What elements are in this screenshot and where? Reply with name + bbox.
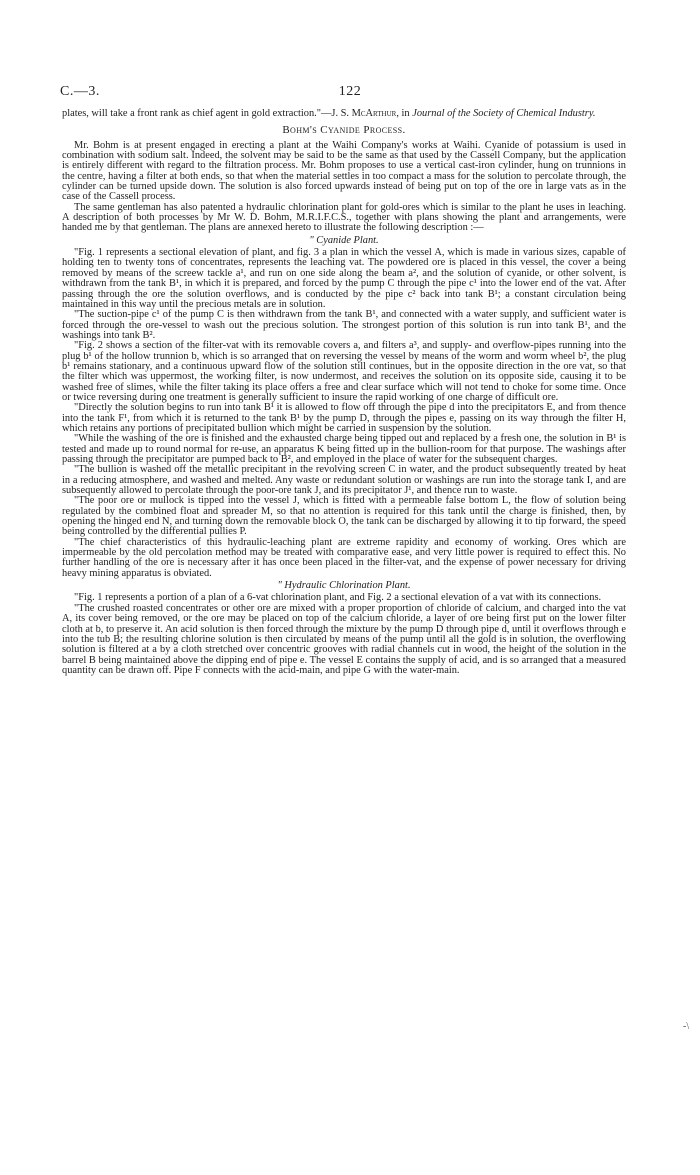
paragraph: "The bullion is washed off the metallic precipitant in the revolving screen C in water, and the product subsequently treated by heat in a reducing atmosphere, and washed and melted. Any waste or redundant solution or washings are run into the storage tank I, and are subsequently allowed to percolate through the poor-ore tank J, and its precipitator J¹, and thence run to waste. xyxy=(62,464,626,497)
paragraph: "Fig. 1 represents a portion of a plan of a 6-vat chlorination plant, and Fig. 2 a sectional elevation of a vat with its connections. xyxy=(74,592,602,604)
paragraph: "Fig. 1 represents a sectional elevation of plant, and fig. 3 a plan in which the vessel A, which is made in various sizes, capable of holding ten to twenty tons of concentrates, represents the leaching vat. The powdered ore is placed in this vessel, the cover a being removed by means of the screew tackle a¹, and run on one side along the beam a², and the solution of cyanide, or other solvent, is withdrawn from the tank B¹, in which it is prepared, and forced by the pump C through the pipe c¹ into the lower end of the vat. After passing through the ore the solution overflows, and is conducted by the pipe c² back into tank B¹; a constant circulation being maintained in this way until the precious metals are in solution. xyxy=(62,247,626,310)
paragraph: The same gentleman has also patented a hydraulic chlorination plant for gold-ores which is similar to the plant he uses in leaching. A description of both processes by Mr W. D. Bohm, M.R.I.F.C.S., together with plans showing the plant and arrangements, were handed me by that gentleman. The plans are annexed hereto to illustrate the following description :— xyxy=(62,201,626,234)
document-reference: C.—3. xyxy=(60,84,100,99)
subheading-cyanide-plant: " Cyanide Plant. xyxy=(309,234,379,246)
subheading-chlorination-plant: " Hydraulic Chlorination Plant. xyxy=(277,580,411,592)
page-number: 122 xyxy=(338,84,362,99)
paragraph: "The chief characteristics of this hydraulic-leaching plant are extreme rapidity and economy of working. Ores which are impermeable by the old percolation method may be treated with comparative ease, and very little power is required to effect this. No further handling of the ore is necessary after it has once been placed in the filter-vat, and the expense of power necessary for driving heavy mining apparatus is obviated. xyxy=(62,536,626,579)
paragraph: "The crushed roasted concentrates or other ore are mixed with a proper proportion of chloride of calcium, and charged into the vat A, its cover being removed, or the ore may be placed on top of the calcium chloride, a layer of ore being first put on the lower filter cloth at b, to preserve it. An acid solution is then forced through the mixture by the pump D through pipe d, until it overflows through e into the tub B; the resulting chlorine solution is then circulated by means of the pump until all the gold is in solution, the overflowing solution is filtered at a by a cloth stretched over concentric grooves with radial channels cut in wood, the height of the solution in the barrel B being maintained above the dipping end of pipe e. The vessel E contains the supply of acid, and is so arranged that a measured quantity can be drawn off. Pipe F connects with the acid-main, and pipe G with the water-main. xyxy=(62,602,626,676)
margin-mark: -\ xyxy=(683,1021,690,1032)
intro-in-word: in xyxy=(398,108,413,119)
paragraph: Mr. Bohm is at present engaged in erecting a plant at the Waihi Company's works at Waihi. Cyanide of potassium is used in combination with sodium salt. Indeed, the solvent may be said to be the same as that used by the Cassell Company, but the application is entirely different with regard to the filtration process. Mr. Bohm proposes to use a vertical cast-iron cylinder, hung on trunnions in the centre, having a filter at both ends, so that when the material settles in too compact a mass for the solution to percolate through, the cylinder can be turned upside down. The solution is also forced upwards instead of being put on top of the ore in large vats as in the case of the Cassell process. xyxy=(62,139,626,203)
body-text xyxy=(62,109,626,676)
section-title: Bohm's Cyanide Process. xyxy=(282,124,406,137)
paragraph: "The suction-pipe c¹ of the pump C is then withdrawn from the tank B¹, and connected with a water supply, and sufficient water is forced through the ore-vessel to wash out the precious solution. The strongest portion of this solution is run into tank B¹, and the washings into tank B². xyxy=(62,309,626,341)
intro-source: Journal of the Society of Chemical Industry. xyxy=(412,108,596,119)
intro-paragraph xyxy=(62,109,626,119)
paragraph: "Directly the solution begins to run into tank B¹ it is allowed to flow off through the pipe d into the precipitators E, and from thence into the tank F¹, from which it is returned to the tank B¹ by the pump D, through the pipes e, passing on its way through the filter H, which retains any portions of precipitated bullion which might be carried in suspension by the solution. xyxy=(62,402,626,434)
paragraph: "While the washing of the ore is finished and the exhausted charge being tipped out and replaced by a fresh one, the solution in B¹ is tested and made up to round normal for re-use, an apparatus K being fitted up in the bullion-room for that purpose. The washings after passing through the precipitator are pumped back to B², and employed in the place of water for the subsequent charges. xyxy=(62,433,626,465)
intro-author: J. S. McArthur, xyxy=(331,108,399,119)
paragraph: "The poor ore or mullock is tipped into the vessel J, which is fitted with a permeable false bottom L, the flow of solution being regulated by the combined float and spreader M, so that no attention is required for this tank until the charge is finished, then, by opening the hinged end N, and turning down the removable block O, the tank can be discharged by allowing it to tip forward, the speed being controlled by the differential pullies P. xyxy=(62,495,626,538)
paragraph: "Fig. 2 shows a section of the filter-vat with its removable covers a, and filters a³, and supply- and overflow-pipes running into the plug b¹ of the hollow trunnion b, which is so arranged that on reversing the vessel by means of the worm and worm wheel b², the plug b¹ remains stationary, and a continuous upward flow of the solution still continues, but in the opposite direction in the ore vat, so that the filter which was uppermost, the working filter, is now undermost, and receives the solution on its opposite side, causing it to be washed free of slimes, while the filter taking its place offers a free and clear surface which will not tend to choke for some time. Once or twice reversing during one treatment is generally sufficient to insure the rapid working of one charge of difficult ore. xyxy=(62,340,626,403)
intro-text: plates, will take a front rank as chief agent in gold extraction."— xyxy=(62,108,332,119)
